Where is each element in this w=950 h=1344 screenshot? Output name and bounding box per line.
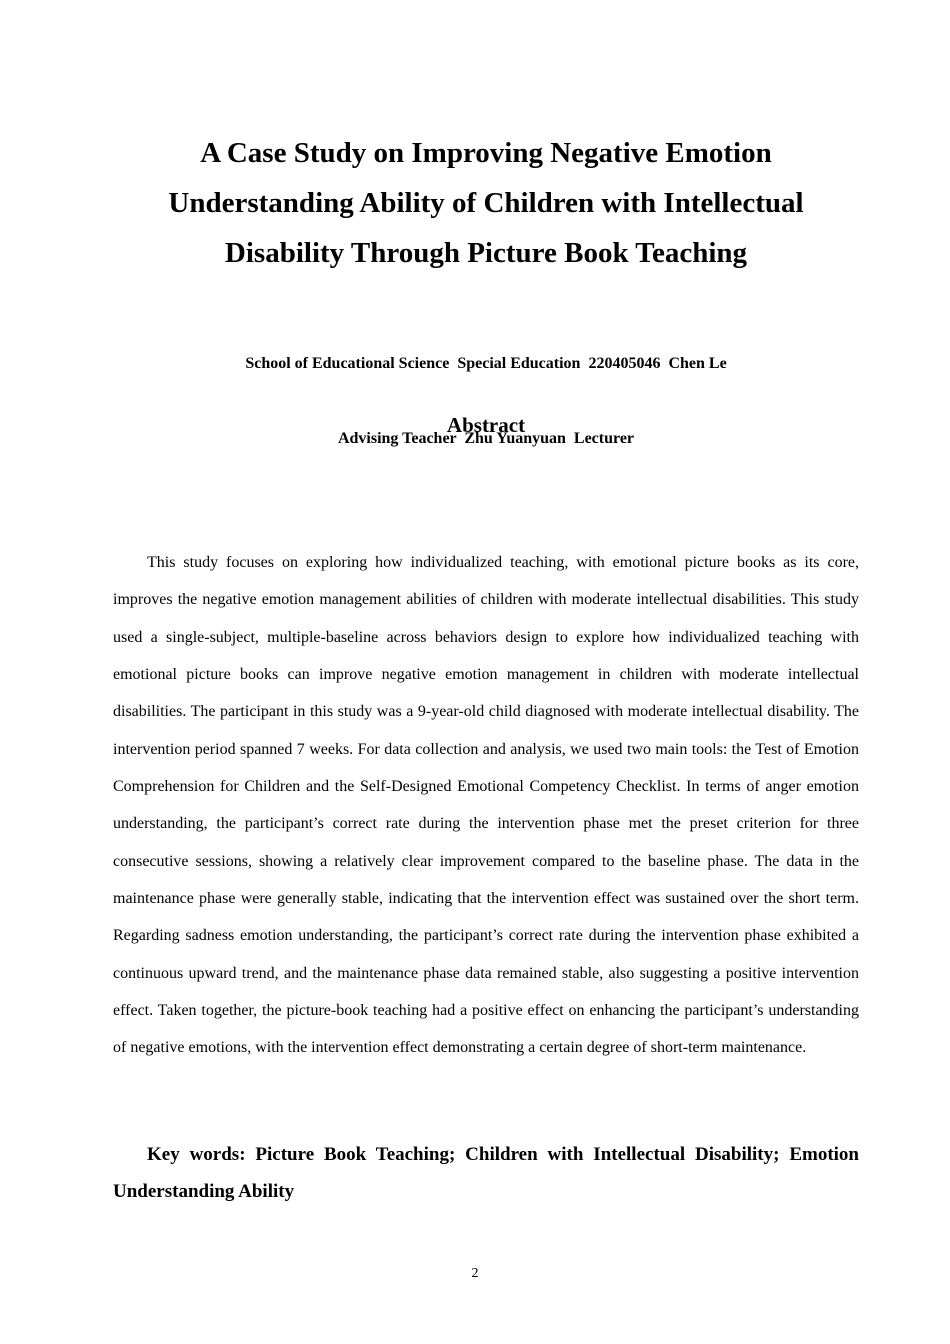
advising-teacher: Advising Teacher Zhu Yuanyuan Lecturer — [337, 430, 635, 447]
paper-title — [113, 128, 859, 278]
abstract-body: This study focuses on exploring how individualized teaching, with emotional picture books as its core, improves the negative emotion management abilities of children with moderate intellectual disabilities. This study used a single-subject, multiple-baseline across behaviors design to explore how individualized teaching with emotional picture books can improve negative emotion management in children with moderate intellectual disabilities. The participant in this study was a 9-year-old child diagnosed with moderate intellectual disability. The intervention period spanned 7 weeks. For data collection and analysis, we used two main tools: the Test of Emotion Comprehension for Children and the Self-Designed Emotional Competency Checklist. In terms of anger emotion understanding, the participant’s correct rate during the intervention phase met the preset criterion for three consecutive sessions, showing a relatively clear improvement compared to the baseline phase. The data in the maintenance phase were generally stable, indicating that the intervention effect was sustained over the short term. Regarding sadness emotion understanding, the participant’s correct rate during the intervention phase exhibited a continuous upward trend, and the maintenance phase data remained stable, also suggesting a positive intervention effect. Taken together, the picture-book teaching had a positive effect on enhancing the participant’s understanding of negative emotions, with the intervention effect demonstrating a certain degree of short-term maintenance. — [113, 554, 859, 1057]
paper-title-line-3: Disability Through Picture Book Teaching — [224, 237, 748, 269]
paper-title-line-2: Understanding Ability of Children with Intellectual — [168, 187, 804, 219]
keywords: Key words: Picture Book Teaching; Children with Intellectual Disability; Emotion Understanding Ability — [113, 1144, 859, 1202]
author-affiliation: School of Educational Science Special Education 220405046 Chen Le — [245, 355, 727, 372]
paper-title-line-1: A Case Study on Improving Negative Emotion — [200, 137, 772, 169]
author-info — [113, 301, 859, 501]
page-number: 2 — [471, 1266, 479, 1281]
abstract-heading: Abstract — [446, 413, 526, 437]
